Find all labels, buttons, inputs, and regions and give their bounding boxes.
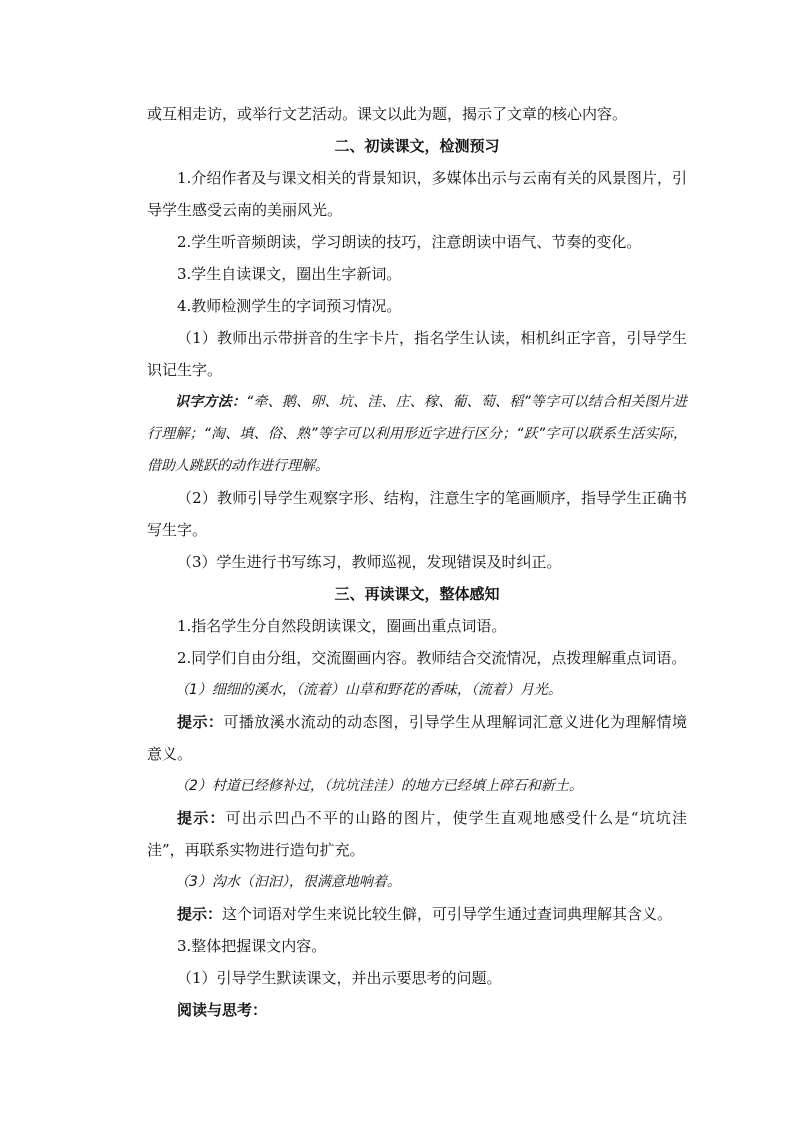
example-sentence-1: （1）细细的溪水，（流着）山草和野花的香味，（流着）月光。 [175, 682, 562, 698]
reading-and-thinking-heading: 阅读与思考： [177, 1001, 268, 1019]
hint-1 [147, 706, 687, 770]
paragraph-reread-2: 2.同学们自由分组，交流圈画内容。教师结合交流情况，点拨理解重点词语。 [177, 649, 687, 667]
example-sentence-2: （2）村道已经修补过，（坑坑洼洼）的地方已经填上碎石和新土。 [175, 778, 583, 794]
paragraph-step-3: 3.学生自读课文，圈出生字新词。 [177, 265, 402, 283]
document-body [147, 98, 687, 1026]
paragraph-reread-3-sub-1: （1）引导学生默读课文，并出示要思考的问题。 [177, 969, 502, 987]
hint-3-text: 这个词语对学生来说比较生僻，可引导学生通过查词典理解其含义。 [222, 905, 673, 923]
hint-3 [147, 898, 687, 930]
hint-3-label: 提示： [177, 905, 223, 923]
hint-2-text: 可出示凹凸不平的山路的图片，使学生直观地感受什么是“坑坑洼洼”，再联系实物进行造句扩充。 [147, 809, 687, 859]
literacy-method-text: “牵、鹅、卵、坑、洼、庄、稼、葡、萄、稻”等字可以结合相关图片进行理解；“淘、填、俗、熟”等字可以利用形近字进行区分；“跃”字可以联系生活实际，借助人跳跃的动作进行理解。 [147, 394, 687, 474]
paragraph-step-2: 2.学生听音频朗读，学习朗读的技巧，注意朗读中语气、节奏的变化。 [177, 233, 642, 251]
hint-2-label: 提示： [177, 809, 226, 827]
hint-1-label: 提示： [177, 713, 224, 731]
section-heading-2: 二、初读课文，检测预习 [334, 137, 500, 155]
paragraph-literacy-method [147, 386, 687, 482]
hint-1-text: 可播放溪水流动的动态图，引导学生从理解词汇意义进化为理解情境意义。 [147, 713, 687, 763]
paragraph-reread-3: 3.整体把握课文内容。 [177, 937, 327, 955]
section-heading-3: 三、再读课文，整体感知 [334, 585, 500, 603]
paragraph-substep-1: （1）教师出示带拼音的生字卡片，指名学生认读，相机纠正字音，引导学生识记生字。 [147, 329, 687, 379]
paragraph-step-1: 1.介绍作者及与课文相关的背景知识，多媒体出示与云南有关的风景图片，引导学生感受云南的美丽风光。 [147, 169, 687, 219]
example-sentence-3: （3）沟水（汩汩），很满意地响着。 [175, 874, 401, 890]
paragraph-step-4: 4.教师检测学生的字词预习情况。 [177, 297, 402, 315]
paragraph-substep-3: （3）学生进行书写练习，教师巡视，发现错误及时纠正。 [177, 553, 562, 571]
literacy-method-label: 识字方法： [175, 394, 247, 410]
paragraph-substep-2: （2）教师引导学生观察字形、结构，注意生字的笔画顺序，指导学生正确书写生字。 [147, 489, 687, 539]
paragraph-intro-continuation: 或互相走访，或举行文艺活动。课文以此为题，揭示了文章的核心内容。 [147, 105, 628, 123]
hint-2 [147, 802, 687, 866]
paragraph-reread-1: 1.指名学生分自然段朗读课文，圈画出重点词语。 [177, 617, 507, 635]
